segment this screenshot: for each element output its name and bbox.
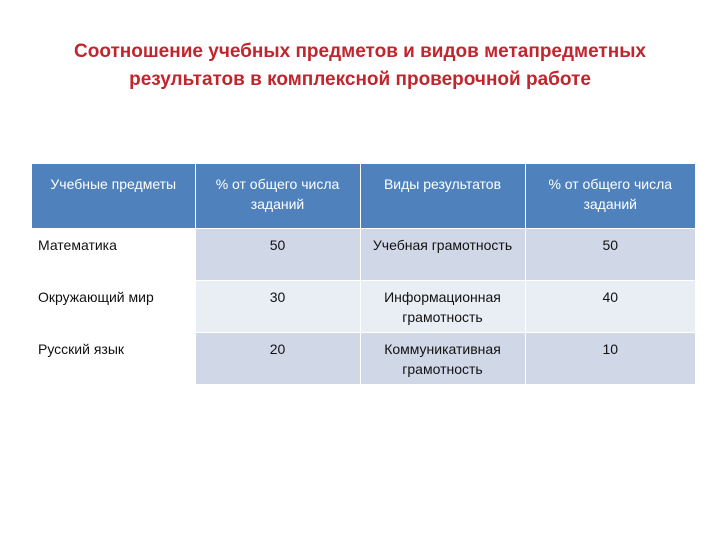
result-type-cell: Учебная грамотность xyxy=(360,228,525,280)
slide-title: Соотношение учебных предметов и видов метапредметных результатов в комплексной проверочной работе xyxy=(74,41,646,90)
header-subject-percent: % от общего числа заданий xyxy=(195,164,360,228)
subject-cell: Окружающий мир xyxy=(32,280,195,332)
header-subjects: Учебные предметы xyxy=(32,164,195,228)
header-result-types: Виды результатов xyxy=(360,164,525,228)
table-row xyxy=(32,228,695,280)
subject-percent-cell: 30 xyxy=(195,280,360,332)
result-percent-cell: 40 xyxy=(525,280,695,332)
result-percent-cell: 50 xyxy=(525,228,695,280)
subject-percent-cell: 20 xyxy=(195,332,360,384)
result-type-cell: Коммуникативная грамотность xyxy=(360,332,525,384)
subject-cell: Математика xyxy=(32,228,195,280)
result-percent-cell: 10 xyxy=(525,332,695,384)
table-row xyxy=(32,280,695,332)
table-row xyxy=(32,332,695,384)
subject-percent-cell: 50 xyxy=(195,228,360,280)
subject-cell: Русский язык xyxy=(32,332,195,384)
results-table xyxy=(32,164,695,384)
result-type-cell: Информационная грамотность xyxy=(360,280,525,332)
header-result-percent: % от общего числа заданий xyxy=(525,164,695,228)
table-header-row xyxy=(32,164,695,228)
